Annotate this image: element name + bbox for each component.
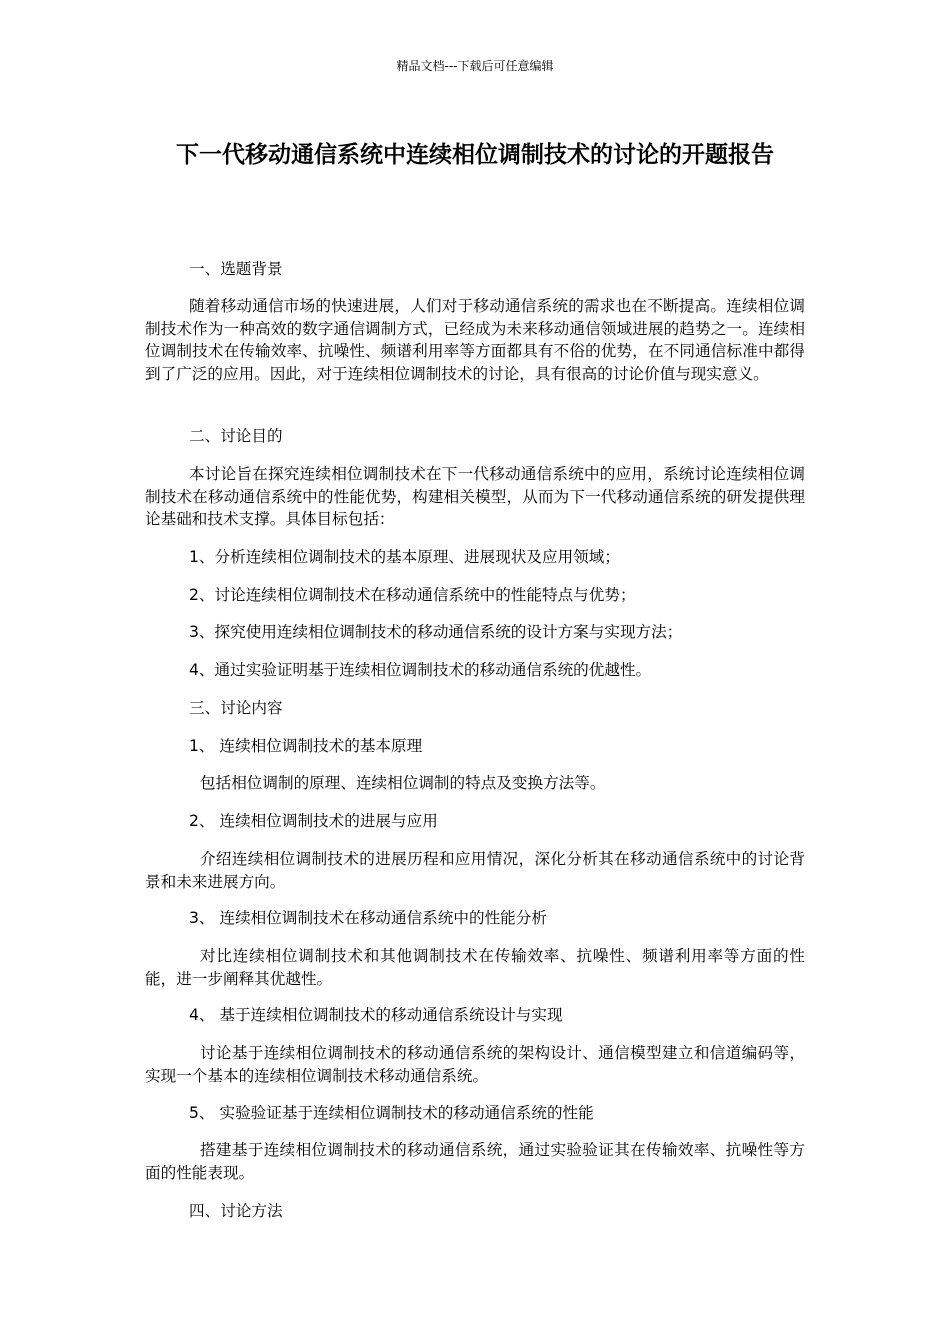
background-paragraph: 随着移动通信市场的快速进展，人们对于移动通信系统的需求也在不断提高。连续相位调制技术作为一种高效的数字通信调制方式，已经成为未来移动通信领域进展的趋势之一。连续相位调制技术在传输效率、抗噪性、频谱利用率等方面都具有不俗的优势，在不同通信标准中都得到了广泛的应用。因此，对于连续相位调制技术的讨论，具有很高的讨论价值与现实意义。 <box>145 297 805 383</box>
purpose-paragraph: 本讨论旨在探究连续相位调制技术在下一代移动通信系统中的应用，系统讨论连续相位调制技术在移动通信系统中的性能优势，构建相关模型，从而为下一代移动通信系统的研发提供理论基础和技术支撑。具体目标包括： <box>145 465 805 528</box>
content-item-text: 介绍连续相位调制技术的进展历程和应用情况，深化分析其在移动通信系统中的讨论背景和未来进展方向。 <box>145 850 805 891</box>
goal-item: 4、通过实验证明基于连续相位调制技术的移动通信系统的优越性。 <box>189 661 652 679</box>
content-item-text: 搭建基于连续相位调制技术的移动通信系统，通过实验验证其在传输效率、抗噪性等方面的性能表现。 <box>145 1141 805 1182</box>
content-item-title: 1、 连续相位调制技术的基本原理 <box>189 737 423 755</box>
goal-item: 2、讨论连续相位调制技术在移动通信系统中的性能特点与优势； <box>189 586 636 604</box>
content-item-title: 3、 连续相位调制技术在移动通信系统中的性能分析 <box>189 909 547 927</box>
content-item-text: 对比连续相位调制技术和其他调制技术在传输效率、抗噪性、频谱利用率等方面的性能，进一步阐释其优越性。 <box>145 947 805 988</box>
content-item-title: 2、 连续相位调制技术的进展与应用 <box>189 812 438 830</box>
content-item-title: 4、 基于连续相位调制技术的移动通信系统设计与实现 <box>189 1006 563 1024</box>
document-title: 下一代移动通信系统中连续相位调制技术的讨论的开题报告 <box>176 142 774 168</box>
goal-item: 3、探究使用连续相位调制技术的移动通信系统的设计方案与实现方法； <box>189 623 683 641</box>
section-heading-content: 三、讨论内容 <box>189 699 283 717</box>
section-heading-background: 一、选题背景 <box>189 260 283 278</box>
content-item-text: 讨论基于连续相位调制技术的移动通信系统的架构设计、通信模型建立和信道编码等，实现一个基本的连续相位调制技术移动通信系统。 <box>145 1044 805 1085</box>
section-heading-purpose: 二、讨论目的 <box>189 427 283 445</box>
section-heading-method: 四、讨论方法 <box>189 1202 283 1220</box>
goal-item: 1、分析连续相位调制技术的基本原理、进展现状及应用领域； <box>189 548 620 566</box>
content-item-text: 包括相位调制的原理、连续相位调制的特点及变换方法等。 <box>200 774 606 792</box>
header-note: 精品文档---下载后可任意编辑 <box>396 59 554 73</box>
content-item-title: 5、 实验验证基于连续相位调制技术的移动通信系统的性能 <box>189 1104 594 1122</box>
